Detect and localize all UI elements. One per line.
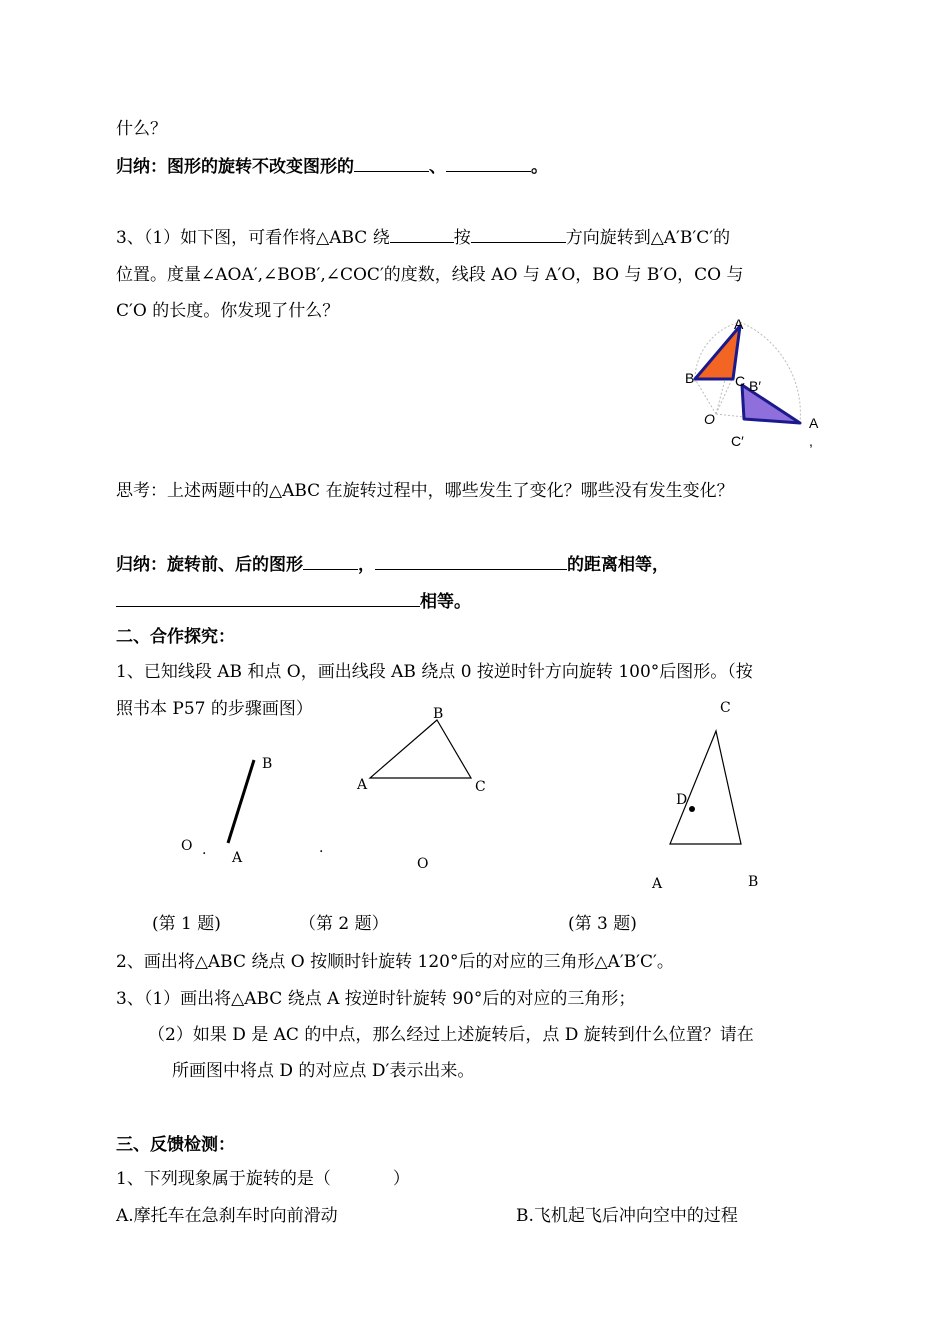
text: 归纳：图形的旋转不改变图形的 (116, 157, 354, 177)
text-line: 位置。度量∠AOA′,∠BOB′,∠COC′的度数，线段 AO 与 A′O，BO 与 B′O，CO 与 (116, 265, 744, 285)
exercise-figures (150, 695, 790, 900)
summary-line-2 (116, 553, 669, 576)
label-b-prime: B′ (749, 378, 761, 394)
answer-blank[interactable] (375, 553, 567, 570)
label-c: C (475, 779, 486, 795)
answer-blank[interactable] (390, 226, 454, 243)
label-b: B (748, 874, 759, 890)
question-1 (116, 1168, 410, 1190)
answer-blank[interactable] (116, 590, 420, 607)
text-line: C′O 的长度。你发现了什么？ (116, 301, 340, 321)
caption-2: （第 2 题） (299, 914, 389, 934)
text: 、 (429, 157, 446, 177)
triangle-abc-3 (670, 731, 741, 844)
label-d: D (676, 792, 688, 808)
text-line: 1、已知线段 AB 和点 O，画出线段 AB 绕点 0 按逆时针方向旋转 100°后图形。（按 (116, 662, 753, 682)
label-c-prime: C′ (731, 433, 744, 449)
text-line: 所画图中将点 D 的对应点 D′表示出来。 (172, 1061, 475, 1081)
label-a: A (734, 316, 744, 332)
text: ） (392, 1169, 410, 1189)
section-2-heading: 二、合作探究： (116, 627, 235, 647)
label-b: B (433, 706, 444, 722)
label-c: C (720, 700, 731, 716)
text: 。 (531, 157, 548, 177)
text: 方向旋转到△A′B′C′的 (565, 228, 731, 248)
label-b: B (262, 756, 273, 772)
text: 3、（1）如下图，可看作将△ABC 绕 (116, 228, 390, 248)
label-prime-mark: , (809, 433, 813, 449)
summary-line-1 (116, 155, 548, 178)
label-a-prime: A (809, 415, 819, 431)
answer-blank[interactable] (303, 553, 358, 570)
label-c: C (735, 373, 746, 389)
triangle-abc (370, 720, 471, 778)
caption-3: (第 3 题) (568, 914, 637, 934)
answer-blank[interactable] (354, 155, 429, 172)
text: 的距离相等， (567, 555, 669, 575)
label-b: B (685, 370, 695, 386)
rotation-figure (680, 310, 840, 460)
section-3-heading: 三、反馈检测： (116, 1135, 235, 1155)
answer-blank[interactable] (471, 226, 566, 243)
text: 按 (453, 228, 471, 248)
text: 相等。 (420, 592, 471, 612)
label-a: A (232, 850, 243, 866)
answer-blank[interactable] (446, 155, 531, 172)
text-line: 思考：上述两题中的△ABC 在旋转过程中，哪些发生了变化？哪些没有发生变化？ (116, 481, 734, 501)
text-line: 2、画出将△ABC 绕点 O 按顺时针旋转 120°后的对应的三角形△A′B′C′。 (116, 952, 674, 972)
label-o: O (181, 838, 193, 854)
summary-line-3 (116, 590, 471, 613)
text: 归纳：旋转前、后的图形 (116, 555, 303, 575)
option-a[interactable]: A.摩托车在急刹车时向前滑动 (116, 1206, 338, 1226)
caption-1: (第 1 题) (152, 914, 221, 934)
point-d (689, 806, 695, 812)
text-line: 3、（1）画出将△ABC 绕点 A 按逆时针旋转 90°后的对应的三角形； (116, 989, 636, 1009)
point-o: . (319, 840, 324, 856)
text: ， (358, 555, 375, 575)
text: 1、下列现象属于旋转的是（ (116, 1169, 331, 1189)
label-a: A (652, 876, 663, 892)
label-o: O (417, 856, 429, 872)
segment-ab (228, 760, 254, 843)
text-line: 什么？ (116, 119, 167, 139)
point-o: . (202, 842, 207, 858)
text-line: （2）如果 D 是 AC 的中点，那么经过上述旋转后，点 D 旋转到什么位置？请在 (148, 1025, 754, 1045)
question-3-line (116, 226, 730, 249)
label-o: O (704, 411, 715, 427)
label-a: A (357, 777, 368, 793)
original-triangle (695, 326, 740, 379)
text-line: 照书本 P57 的步骤画图） (116, 699, 313, 719)
option-b[interactable]: B.飞机起飞后冲向空中的过程 (516, 1206, 738, 1226)
